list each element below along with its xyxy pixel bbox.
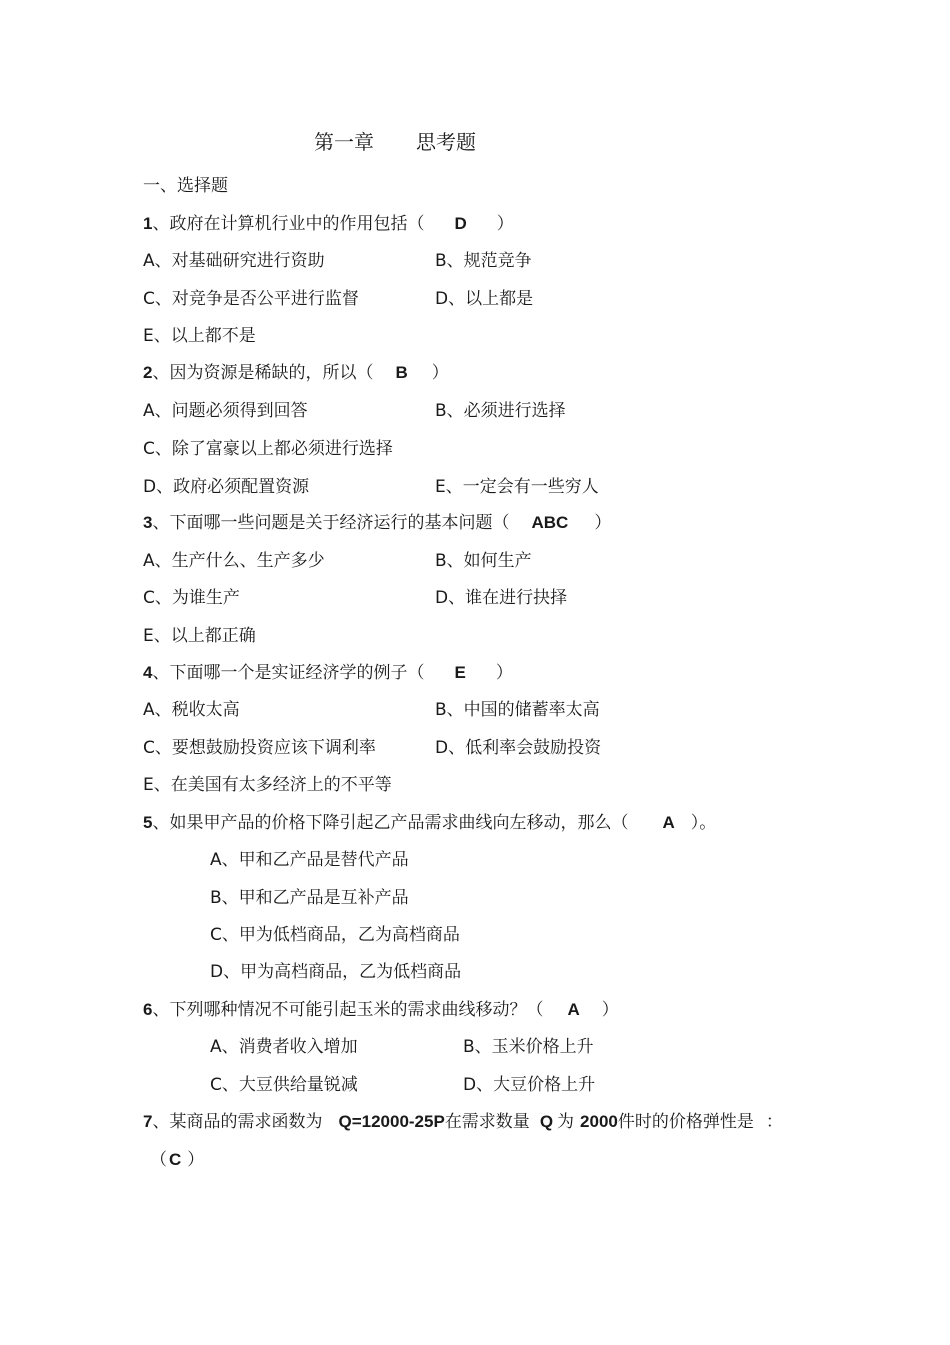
answer-letter: A <box>567 1000 580 1019</box>
question-close: ）。 <box>690 813 717 833</box>
option-2c: C、除了富豪以上都必须进行选择 <box>143 439 393 459</box>
answer-letter: D <box>454 214 467 233</box>
answer-close: ） <box>187 1150 205 1170</box>
option-3c: C、为谁生产 <box>143 588 240 608</box>
chapter-subtitle: 思考题 <box>416 130 476 154</box>
option-5c: C、甲为低档商品，乙为高档商品 <box>210 925 460 945</box>
quantity-value: 2000 <box>580 1112 618 1131</box>
question-text-3: 为 <box>557 1112 575 1132</box>
question-number: 2 <box>143 363 153 382</box>
option-4c: C、要想鼓励投资应该下调利率 <box>143 738 376 758</box>
question-number: 7 <box>143 1112 153 1131</box>
option-3e: E、以上都正确 <box>143 626 256 646</box>
option-1a: A、对基础研究进行资助 <box>143 251 325 271</box>
option-3b: B、如何生产 <box>435 551 532 571</box>
answer-letter: C <box>169 1150 182 1169</box>
question-text: 、政府在计算机行业中的作用包括（ <box>152 214 425 234</box>
question-text-4: 件时的价格弹性是 <box>617 1112 754 1132</box>
question-text: 、下面哪一些问题是关于经济运行的基本问题（ <box>152 513 510 533</box>
answer-open: （ <box>150 1150 167 1170</box>
option-5d: D、甲为高档商品，乙为低档商品 <box>210 962 462 982</box>
option-3d: D、谁在进行抉择 <box>435 588 568 608</box>
question-close: ） <box>431 363 449 383</box>
question-close: ） <box>594 513 612 533</box>
option-2b: B、必须进行选择 <box>435 401 566 421</box>
question-number: 1 <box>143 214 153 233</box>
option-2e: E、一定会有一些穷人 <box>435 477 599 497</box>
answer-letter: A <box>662 813 675 832</box>
question-7-answer <box>150 1149 204 1171</box>
question-text: 、下面哪一个是实证经济学的例子（ <box>152 663 425 683</box>
question-4 <box>143 662 513 684</box>
question-text-2: 在需求数量 <box>444 1112 530 1132</box>
question-number: 3 <box>143 513 153 532</box>
option-2a: A、问题必须得到回答 <box>143 401 308 421</box>
option-5a: A、甲和乙产品是替代产品 <box>210 850 409 870</box>
option-4a: A、税收太高 <box>143 700 240 720</box>
question-number: 4 <box>143 663 153 682</box>
question-close: ） <box>601 1000 619 1020</box>
option-4b: B、中国的储蓄率太高 <box>435 700 600 720</box>
chapter-title: 第一章 <box>314 130 374 154</box>
question-close: ） <box>496 214 514 234</box>
option-1e: E、以上都不是 <box>143 326 256 346</box>
option-4d: D、低利率会鼓励投资 <box>435 738 602 758</box>
question-number: 5 <box>143 813 153 832</box>
quantity-symbol: Q <box>539 1112 554 1131</box>
question-number: 6 <box>143 1000 153 1019</box>
answer-letter: B <box>395 363 408 382</box>
option-6a: A、消费者收入增加 <box>210 1037 358 1057</box>
option-5b: B、甲和乙产品是互补产品 <box>210 888 409 908</box>
section-heading: 一、选择题 <box>143 176 228 196</box>
option-4e: E、在美国有太多经济上的不平等 <box>143 775 392 795</box>
answer-letter: ABC <box>531 513 569 532</box>
option-6c: C、大豆供给量锐减 <box>210 1075 358 1095</box>
question-3 <box>143 512 611 534</box>
answer-letter: E <box>454 663 466 682</box>
demand-function: Q=12000-25P <box>338 1112 445 1131</box>
question-close: ） <box>495 663 513 683</box>
question-5 <box>143 812 716 834</box>
option-2d: D、政府必须配置资源 <box>143 477 310 497</box>
option-6d: D、大豆价格上升 <box>463 1075 596 1095</box>
option-6b: B、玉米价格上升 <box>463 1037 594 1057</box>
question-text: 、某商品的需求函数为 <box>152 1112 323 1132</box>
question-7 <box>143 1111 783 1133</box>
option-3a: A、生产什么、生产多少 <box>143 551 325 571</box>
question-text: 、因为资源是稀缺的，所以（ <box>152 363 374 383</box>
question-1 <box>143 213 514 235</box>
option-1d: D、以上都是 <box>435 289 534 309</box>
question-text: 、下列哪种情况不可能引起玉米的需求曲线移动？（ <box>152 1000 544 1020</box>
question-colon: ： <box>765 1112 783 1132</box>
question-text: 、如果甲产品的价格下降引起乙产品需求曲线向左移动，那么（ <box>152 813 629 833</box>
option-1c: C、对竞争是否公平进行监督 <box>143 289 359 309</box>
option-1b: B、规范竞争 <box>435 251 532 271</box>
question-6 <box>143 999 619 1021</box>
question-2 <box>143 362 449 384</box>
